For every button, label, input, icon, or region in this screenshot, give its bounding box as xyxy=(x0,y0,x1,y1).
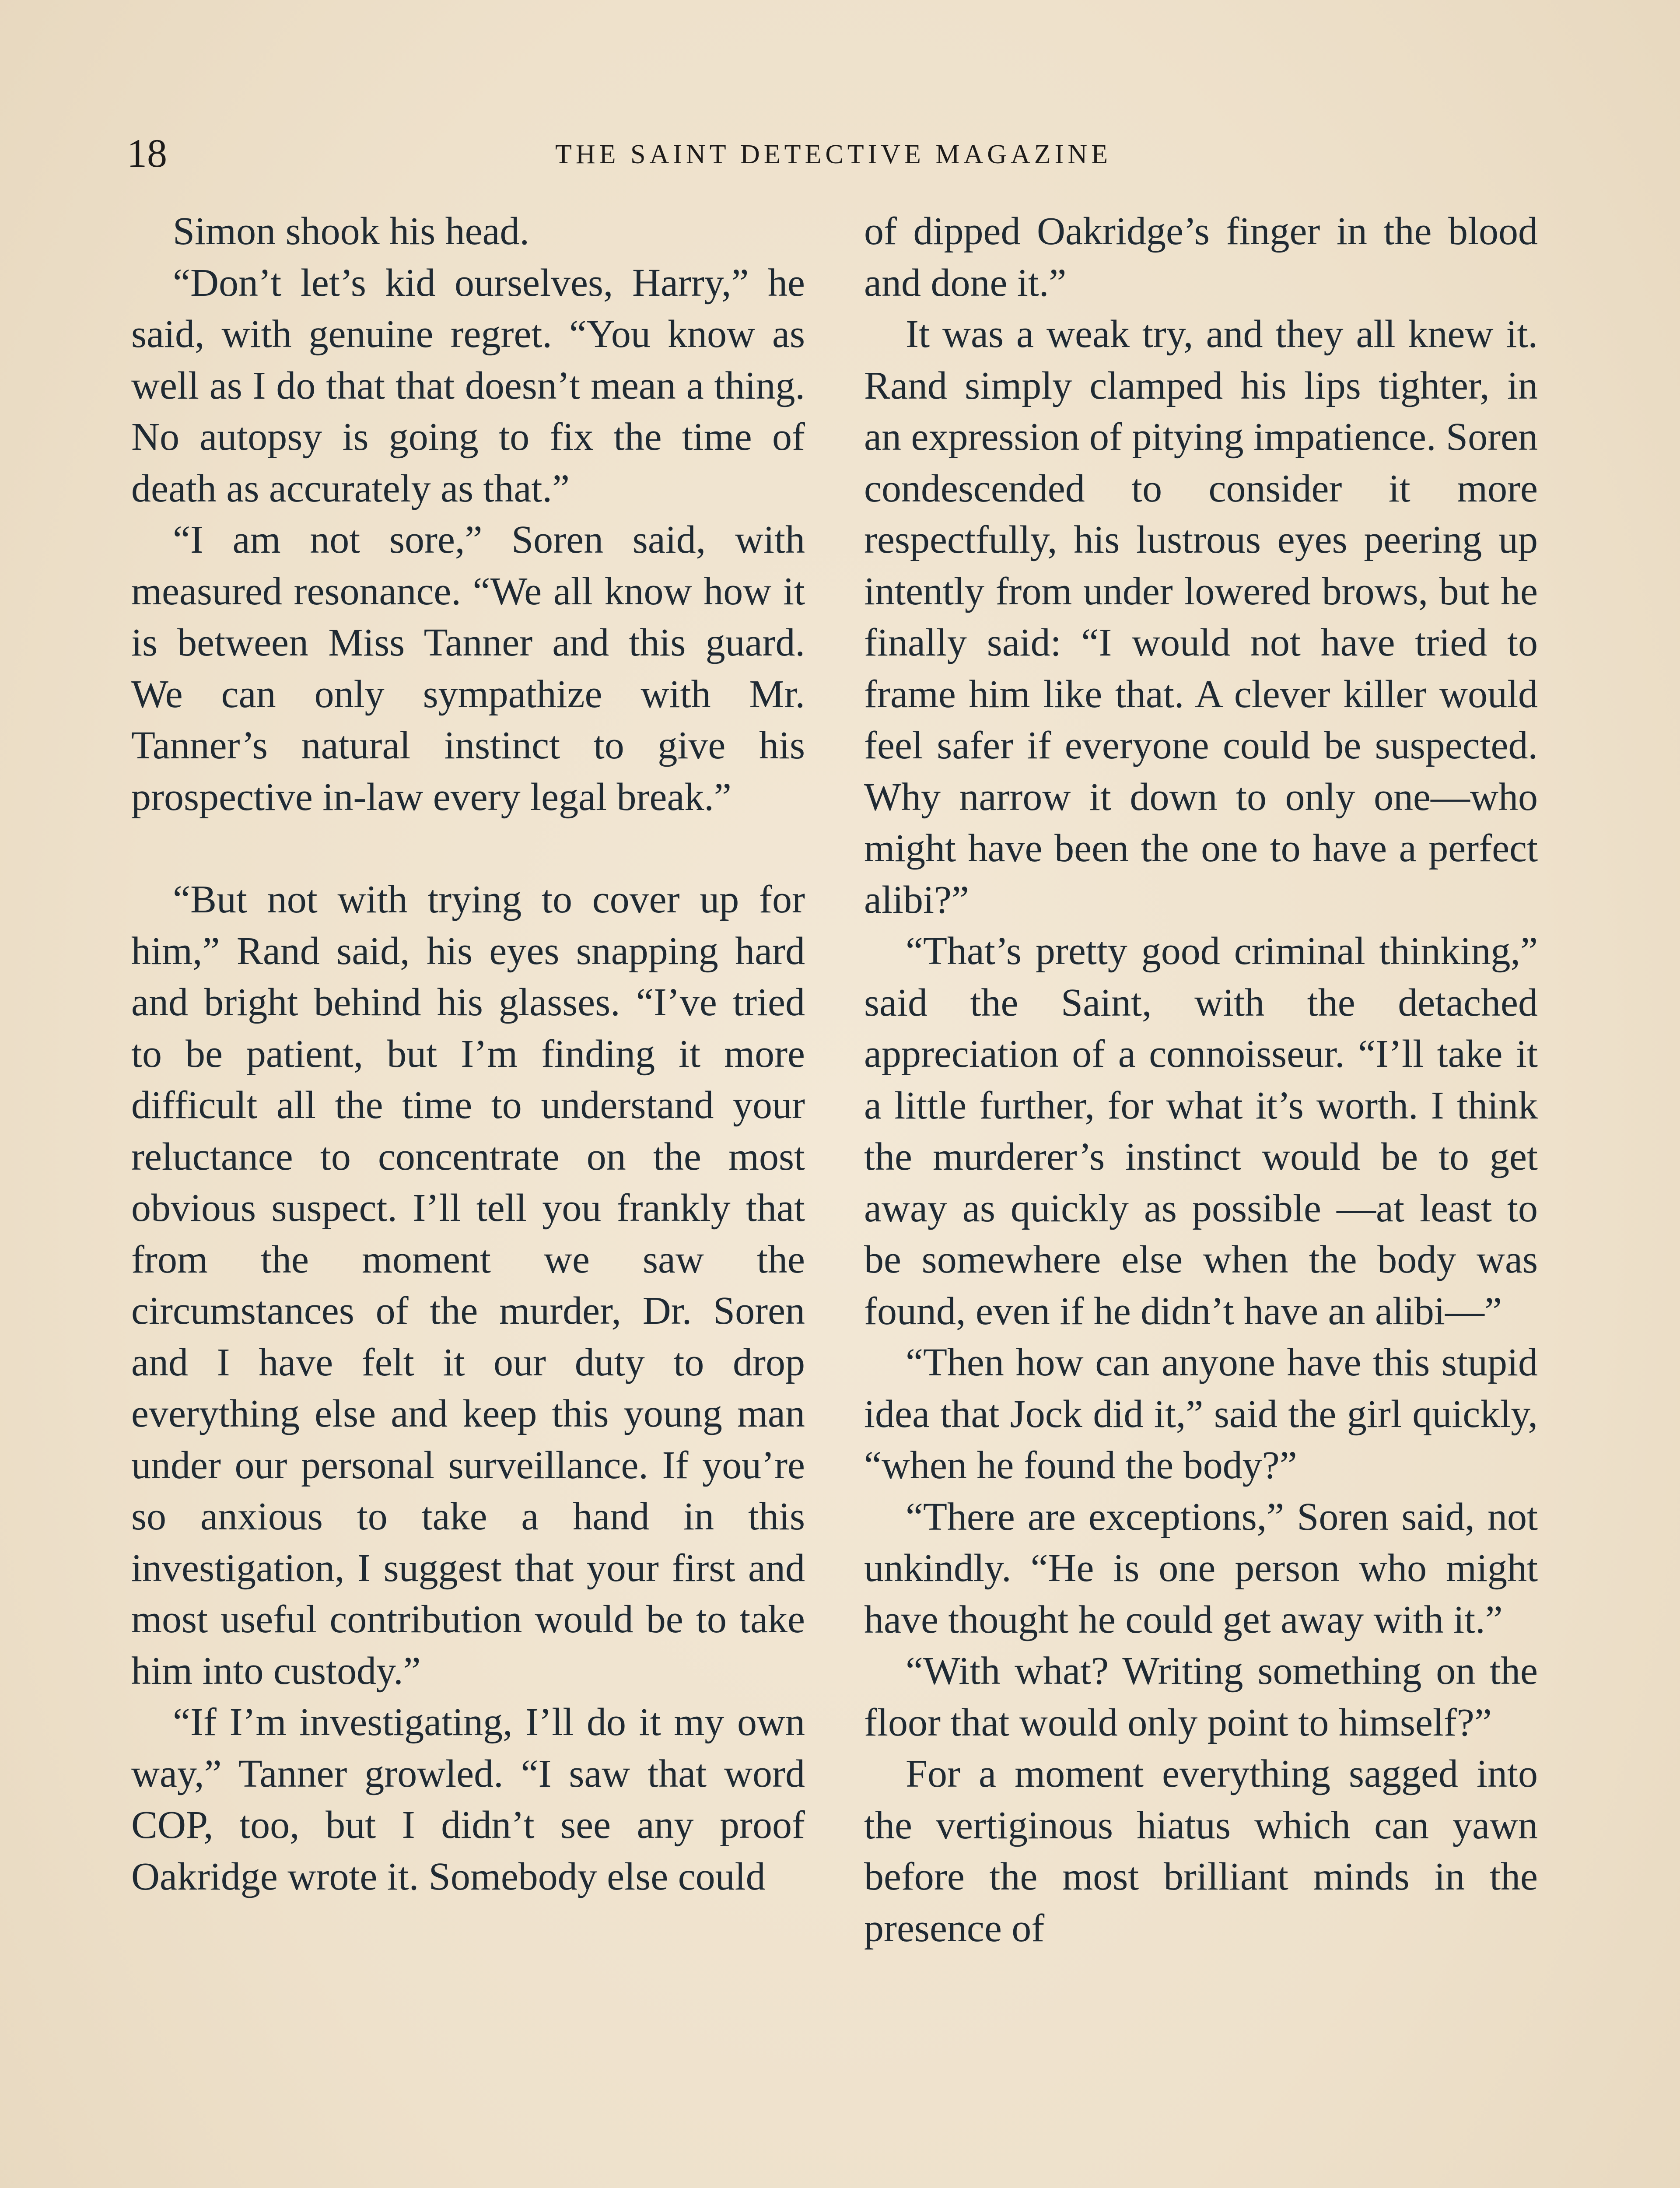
right-text-column xyxy=(864,206,1538,1954)
paragraph: “If I’m investigating, I’ll do it my own way,” Tanner growled. “I saw that word COP, too, but I didn’t see any proof Oakridge wrote it. Somebody else could xyxy=(131,1701,805,1898)
paragraph: “That’s pretty good criminal thinking,” said the Saint, with the detached appreciation of a connoisseur. “I’ll take it a little further, for what it’s worth. I think the murderer’s instinct would be to get away as quickly as possible —at least to be somewhere else when the body was found, even if he didn’t have an alibi—” xyxy=(864,929,1538,1333)
paragraph: “Then how can anyone have this stupid idea that Jock did it,” said the girl quickly, “when he found the body?” xyxy=(864,1341,1538,1487)
running-title: THE SAINT DETECTIVE MAGAZINE xyxy=(555,140,1112,169)
paragraph: of dipped Oakridge’s finger in the blood and done it.” xyxy=(864,210,1538,305)
paragraph: “Don’t let’s kid ourselves, Harry,” he said, with genuine regret. “You know as well as I do that that doesn’t mean a thing. No autopsy is going to fix the time of death as accurately as that.” xyxy=(131,261,805,510)
paragraph: “There are exceptions,” Soren said, not unkindly. “He is one person who might have thought he could get away with it.” xyxy=(864,1495,1538,1641)
paragraph: “With what? Writing something on the floor that would only point to himself?” xyxy=(864,1649,1538,1744)
page-number: 18 xyxy=(127,131,167,175)
paragraph: Simon shook his head. xyxy=(173,210,530,253)
left-text-column xyxy=(131,206,805,1902)
paragraph: “I am not sore,” Soren said, with measured resonance. “We all know how it is between Miss Tanner and this guard. We can only sympathize with Mr. Tanner’s natural instinct to give his prospective in-law every legal break.” xyxy=(131,518,805,819)
paragraph: For a moment everything sagged into the vertiginous hiatus which can yawn before the most brilliant minds in the presence of xyxy=(864,1752,1538,1950)
paragraph: It was a weak try, and they all knew it. Rand simply clamped his lips tighter, in an expression of pitying impatience. Soren condescended to consider it more respectfully, his lustrous eyes peering up intently from under lowered brows, but he finally said: “I would not have tried to frame him like that. A clever killer would feel safer if everyone could be suspected. Why narrow it down to only one—who might have been the one to have a perfect alibi?” xyxy=(864,312,1538,922)
paragraph: “But not with trying to cover up for him,” Rand said, his eyes snapping hard and bright behind his glasses. “I’ve tried to be patient, but I’m finding it more difficult all the time to understand your reluctance to concentrate on the most obvious suspect. I’ll tell you frankly that from the moment we saw the circumstances of the murder, Dr. Soren and I have felt it our duty to drop everything else and keep this young man under our personal surveillance. If you’re so anxious to take a hand in this investigation, I suggest that your first and most useful contribution would be to take him into custody.” xyxy=(131,878,805,1693)
page-header xyxy=(127,129,1540,186)
